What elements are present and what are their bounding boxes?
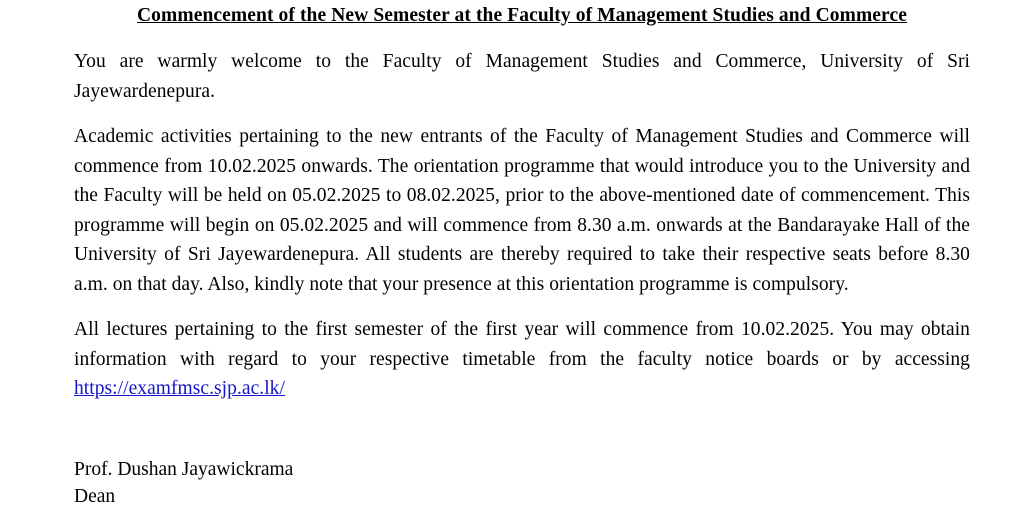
paragraph-lectures-text: All lectures pertaining to the first semester of the first year will commence from 10.02.2025. You may obtain information with regard to your respective timetable from the faculty notice boards or by accessing (74, 319, 970, 370)
signature-block (74, 404, 970, 510)
document-title: Commencement of the New Semester at the Faculty of Management Studies and Commerce (137, 5, 907, 26)
paragraph-academic-activities: Academic activities pertaining to the new entrants of the Faculty of Management Studies and Commerce will commence from 10.02.2025 onwards. The orientation programme that would introduce you to the University and the Faculty will be held on 05.02.2025 to 08.02.2025, prior to the above-mentioned date of commencement. This programme will begin on 05.02.2025 and will commence from 8.30 a.m. onwards at the Bandarayake Hall of the University of Sri Jayewardenepura. All students are thereby required to take their respective seats before 8.30 a.m. on that day. Also, kindly note that your presence at this orientation programme is compulsory. (74, 126, 970, 295)
exam-portal-link[interactable]: https://examfmsc.sjp.ac.lk/ (74, 378, 285, 399)
signatory-name: Prof. Dushan Jayawickrama (74, 458, 294, 480)
paragraph-lectures (74, 299, 970, 404)
signatory-designation: Dean (74, 485, 116, 507)
paragraph-welcome: You are warmly welcome to the Faculty of Management Studies and Commerce, University of Sri Jayewardenepura. (74, 51, 970, 102)
